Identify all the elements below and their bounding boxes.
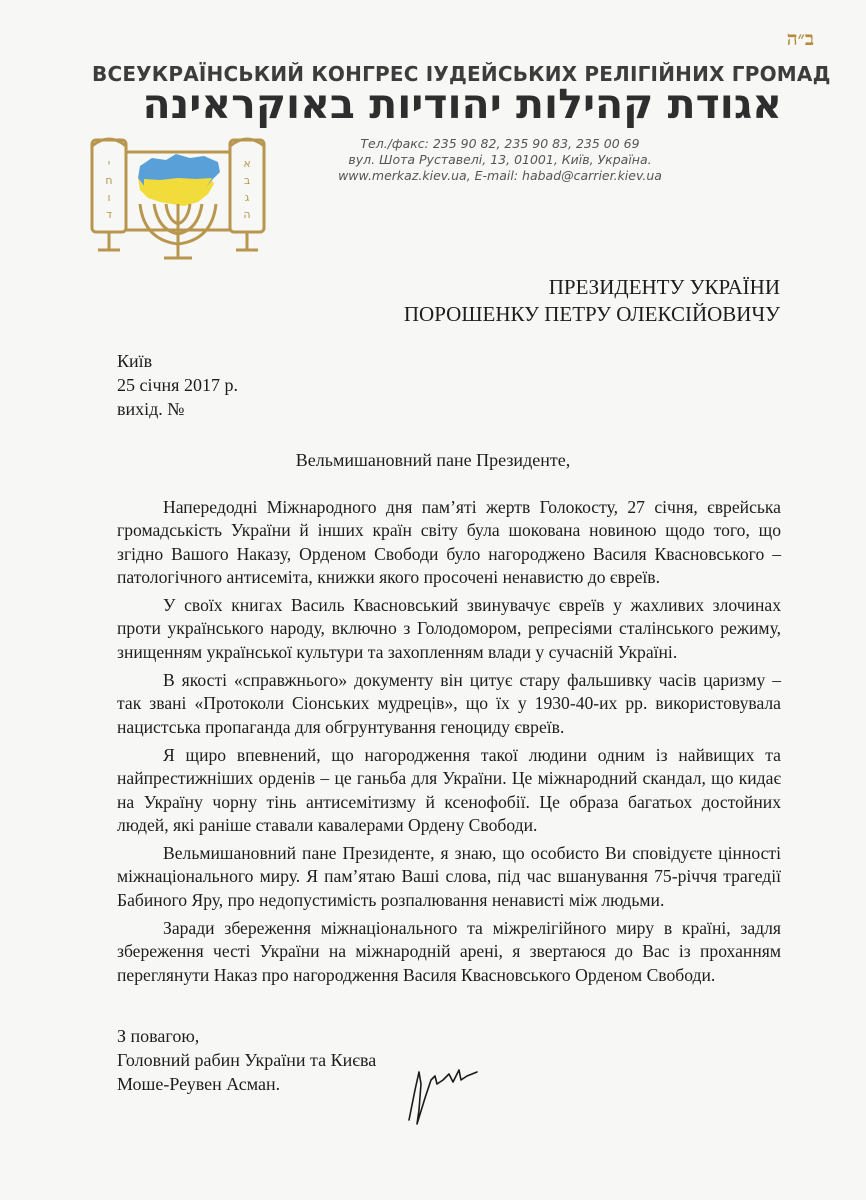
bh-mark: ב״ה — [786, 28, 814, 50]
svg-text:א: א — [243, 157, 251, 170]
paragraph: У своїх книгах Василь Квасновський звинувачує євреїв у жахливих злочинах проти українського народу, включно з Голодомором, репресіями сталінського режиму, знищенням української культури та захопленням влади у сучасній Україні. — [117, 595, 781, 662]
svg-text:ה: ה — [243, 208, 251, 221]
contact-web-email: www.merkaz.kiev.ua, E-mail: habad@carrier.kiev.ua — [338, 168, 662, 183]
recipient-block — [380, 274, 780, 328]
svg-text:ג: ג — [244, 191, 250, 204]
paragraph: Напередодні Міжнародного дня пам’яті жертв Голокосту, 27 січня, єврейська громадськість України й інших країн світу була шокована новиною щодо того, що згідно Вашого Наказу, Орденом Свободи було нагороджено Василя Квасновського – патологічного антисеміта, книжки якого просочені ненавистю до євреїв. — [117, 497, 781, 587]
closing-regards: З повагою, — [117, 1026, 200, 1046]
org-name-ukrainian: ВСЕУКРАЇНСЬКИЙ КОНГРЕС ІУДЕЙСЬКИХ РЕЛІГІЙНИХ ГРОМАД — [92, 62, 831, 86]
congress-logo — [80, 132, 280, 267]
recipient-name: ПОРОШЕНКУ ПЕТРУ ОЛЕКСІЙОВИЧУ — [403, 302, 780, 326]
salutation: Вельмишановний пане Президенте, — [295, 450, 571, 470]
svg-text:ב: ב — [243, 174, 251, 187]
svg-text:ו: ו — [107, 191, 111, 204]
closing-signer-name: Моше-Реувен Асман. — [117, 1074, 281, 1094]
letter-meta — [117, 349, 238, 421]
org-name-hebrew: אגודת קהילות יהודיות באוקראינה — [142, 80, 782, 128]
meta-city: Київ — [117, 351, 153, 371]
meta-date: 25 січня 2017 р. — [117, 375, 238, 395]
svg-text:ד: ד — [105, 208, 113, 221]
paragraph: Я щиро впевнений, що нагородження такої людини одним із найвищих та найпрестижніших орденів – це ганьба для України. Це міжнародний скандал, що кидає на Україну чорну тінь антисемітизму й ксенофобії. Це образа багатьох достойних людей, які раніше ставали кавалерами Ордену Свободи. — [117, 744, 781, 835]
paragraph: Заради збереження міжнаціонального та міжрелігійного миру в країні, задля збереження честі України на міжнародній арені, я звертаюся до Вас із проханням переглянути Наказ про нагородження Василя Квасновського Орденом Свободи. — [117, 918, 781, 985]
paragraph: Вельмишановний пане Президенте, я знаю, що особисто Ви сповідуєте цінності міжнаціонального миру. Я пам’ятаю Ваші слова, під час вшанування 75-річчя трагедії Бабиного Яру, про недопустимість розпалювання ненависті між людьми. — [117, 843, 781, 910]
paragraph: В якості «справжнього» документу він цитує стару фальшивку часів царизму – так звані «Протоколи Сіонських мудреців», що їх у 1930-40-их рр. використовувала нацистська пропаганда для обгрунтування геноциду євреїв. — [117, 670, 781, 737]
svg-text:ח: ח — [105, 174, 113, 187]
contact-phone: Тел./факс: 235 90 82, 235 90 83, 235 00 69 — [360, 136, 640, 151]
letter-body — [117, 496, 781, 992]
signature-icon — [395, 1050, 490, 1130]
closing-position: Головний рабин України та Києва — [117, 1050, 377, 1070]
meta-outgoing-number: вихід. № — [117, 399, 185, 419]
contact-address: вул. Шота Руставелі, 13, 01001, Київ, Україна. — [348, 152, 652, 167]
svg-text:י: י — [107, 157, 111, 170]
contact-block — [290, 136, 710, 184]
closing-block — [117, 1024, 376, 1096]
recipient-title: ПРЕЗИДЕНТУ УКРАЇНИ — [548, 275, 780, 299]
